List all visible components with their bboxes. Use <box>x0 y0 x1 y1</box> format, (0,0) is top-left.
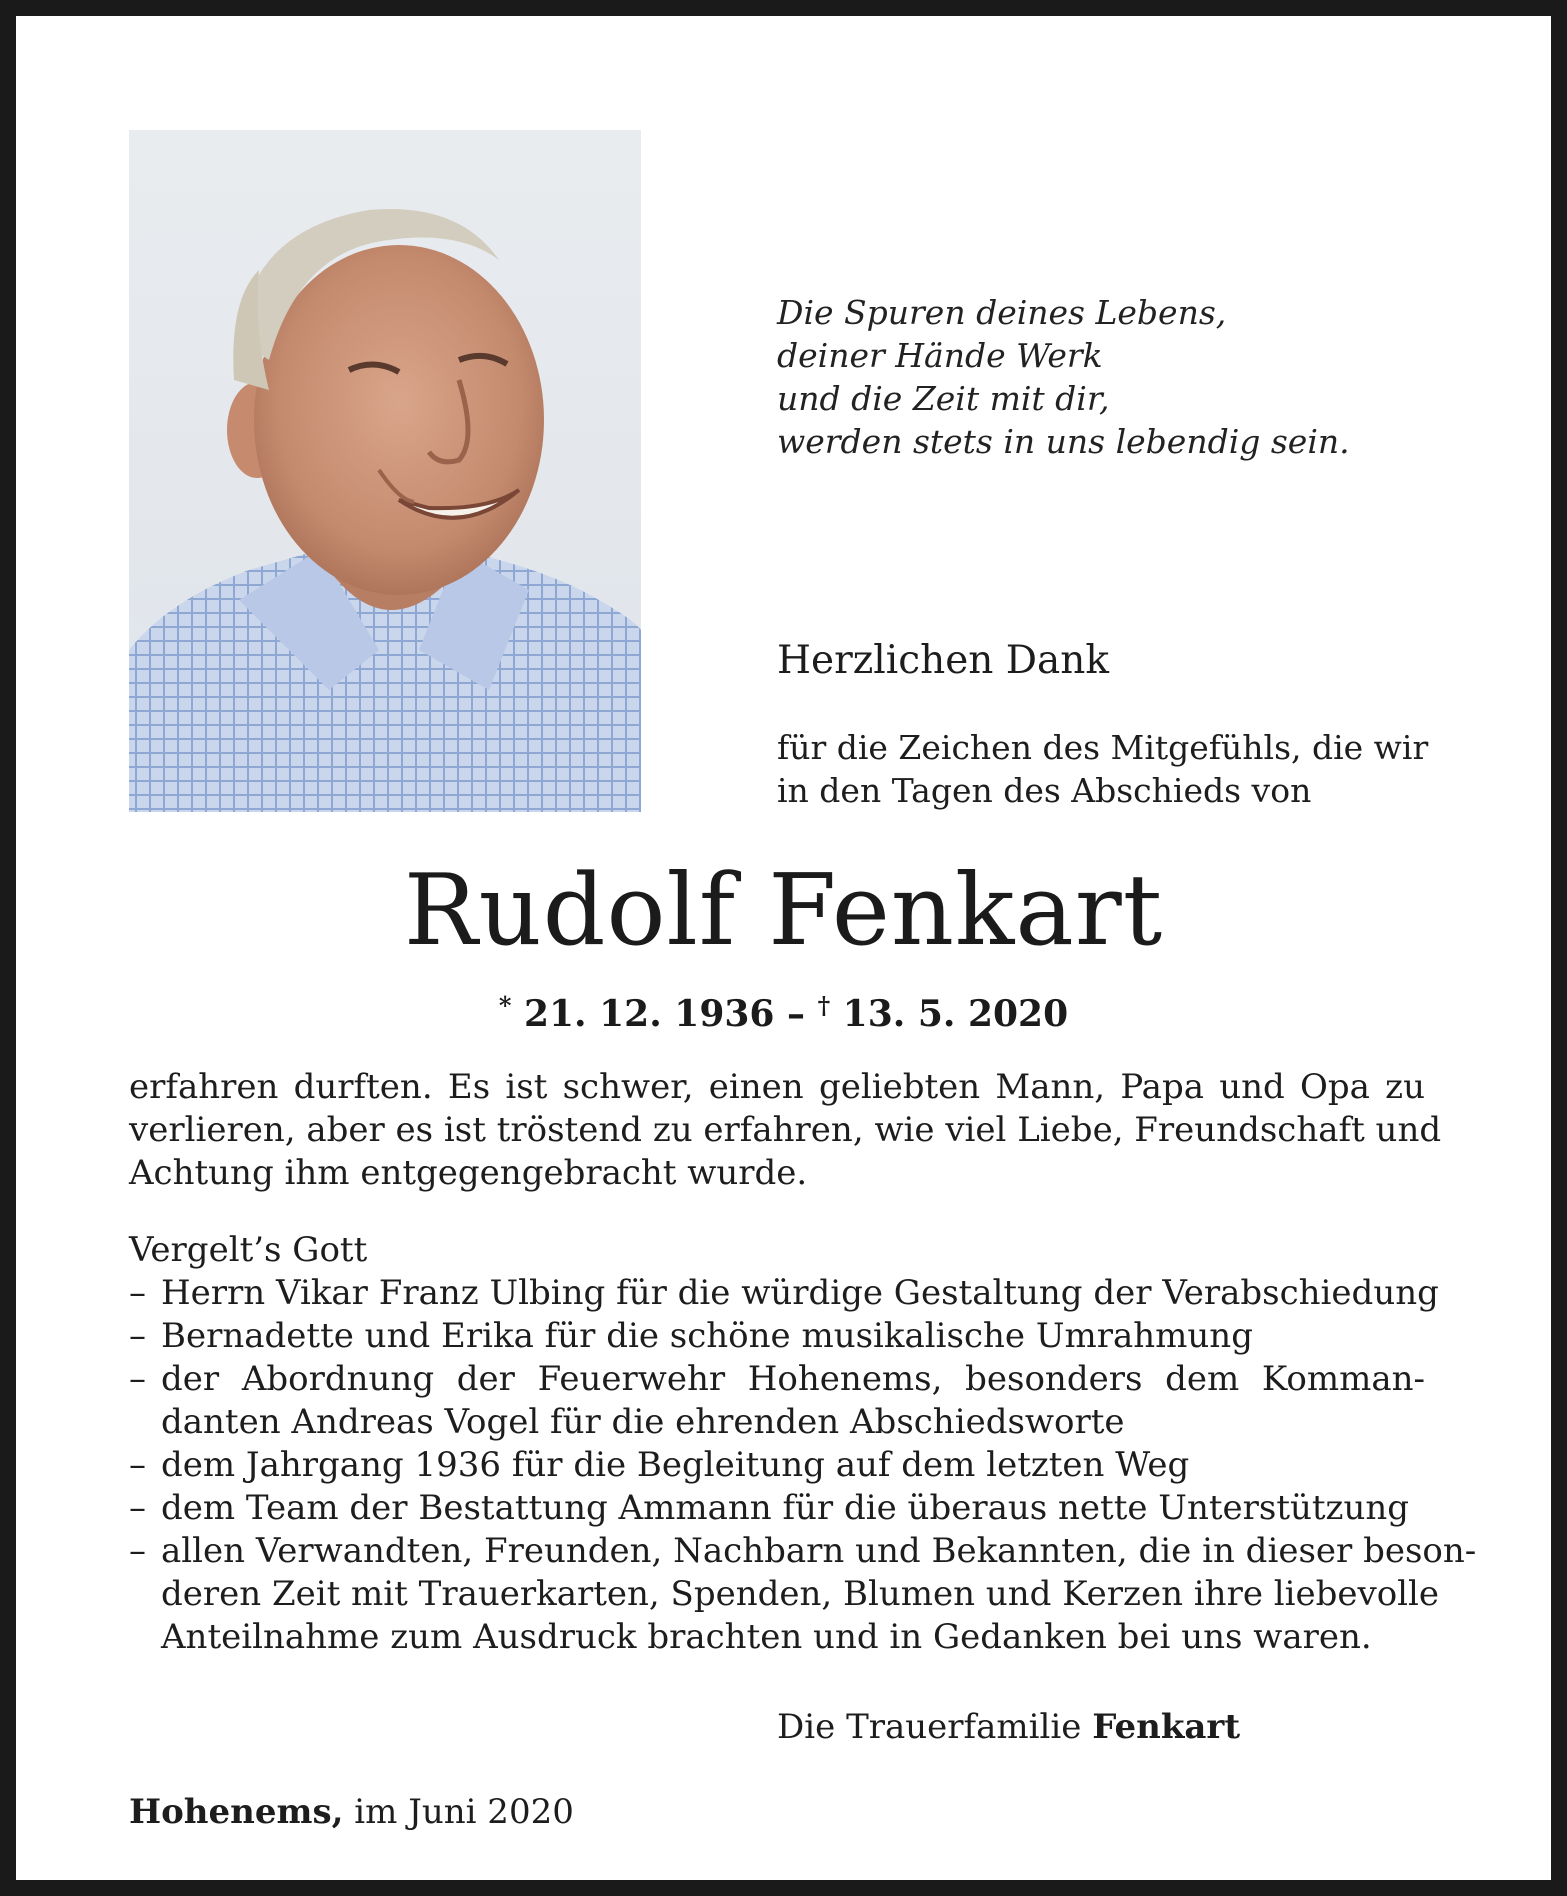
thanks-intro <box>777 726 1428 812</box>
list-line: allen Verwandten, Freunden, Nachbarn und Bekannten, die in dieser beson- <box>161 1531 1477 1571</box>
portrait-photo <box>129 130 641 812</box>
body-line: Achtung ihm entgegengebracht wurde. <box>129 1153 808 1193</box>
memorial-quote <box>777 291 1350 463</box>
birth-symbol: * <box>498 991 512 1020</box>
list-dash: – <box>129 1531 146 1571</box>
deceased-name: Rudolf Fenkart <box>403 854 1164 968</box>
signoff-family: Fenkart <box>1092 1707 1241 1747</box>
list-dash: – <box>129 1273 146 1313</box>
quote-line: werden stets in uns lebendig sein. <box>777 422 1350 461</box>
place-date-text: im Juni 2020 <box>354 1792 574 1832</box>
list-line: dem Team der Bestattung Ammann für die überaus nette Unterstützung <box>161 1488 1410 1528</box>
list-item <box>129 1315 1425 1358</box>
death-date: 13. 5. 2020 <box>842 993 1069 1035</box>
list-dash: – <box>129 1359 146 1399</box>
list-item <box>129 1358 1425 1444</box>
place-name: Hohenems, <box>129 1792 344 1832</box>
list-line: Bernadette und Erika für die schöne musikalische Umrahmung <box>161 1316 1253 1356</box>
place-date <box>129 1791 574 1834</box>
list-line: Herrn Vikar Franz Ulbing für die würdige Gestaltung der Verabschiedung <box>161 1273 1439 1313</box>
quote-line: Die Spuren deines Lebens, <box>777 293 1227 332</box>
date-separator: – <box>787 993 806 1035</box>
list-line: dem Jahrgang 1936 für die Begleitung auf dem letzten Weg <box>161 1445 1190 1485</box>
list-item <box>129 1487 1425 1530</box>
obituary-card <box>16 16 1551 1880</box>
intro-line: in den Tagen des Abschieds von <box>777 771 1312 810</box>
list-line: deren Zeit mit Trauerkarten, Spenden, Blumen und Kerzen ihre liebevolle <box>161 1574 1440 1614</box>
list-line: danten Andreas Vogel für die ehrenden Abschiedsworte <box>161 1402 1125 1442</box>
quote-line: deiner Hände Werk <box>777 336 1103 375</box>
thanks-list <box>129 1272 1477 1659</box>
thanks-heading: Herzlichen Dank <box>777 638 1110 683</box>
list-line: Anteilnahme zum Ausdruck brachten und in Gedanken bei uns waren. <box>161 1617 1372 1657</box>
vergelts-gott: Vergelt’s Gott <box>129 1230 368 1270</box>
list-dash: – <box>129 1316 146 1356</box>
signoff-prefix: Die Trauerfamilie <box>777 1707 1082 1747</box>
quote-line: und die Zeit mit dir, <box>777 379 1110 418</box>
list-line: der Abordnung der Feuerwehr Hohenems, besonders dem Komman- <box>161 1359 1425 1399</box>
intro-line: für die Zeichen des Mitgefühls, die wir <box>777 728 1429 767</box>
list-item <box>129 1444 1425 1487</box>
body-line: erfahren durften. Es ist schwer, einen geliebten Mann, Papa und Opa zu <box>129 1067 1425 1107</box>
body-line: verlieren, aber es ist tröstend zu erfahren, wie viel Liebe, Freundschaft und <box>129 1110 1442 1150</box>
portrait-illustration <box>129 130 641 812</box>
list-item <box>129 1530 1477 1659</box>
body-paragraph <box>129 1066 1442 1195</box>
list-dash: – <box>129 1488 146 1528</box>
birth-date: 21. 12. 1936 <box>523 993 775 1035</box>
death-symbol: † <box>817 991 831 1020</box>
signoff <box>777 1706 1240 1749</box>
list-item <box>129 1272 1439 1315</box>
list-dash: – <box>129 1445 146 1485</box>
life-dates <box>16 984 1551 1036</box>
